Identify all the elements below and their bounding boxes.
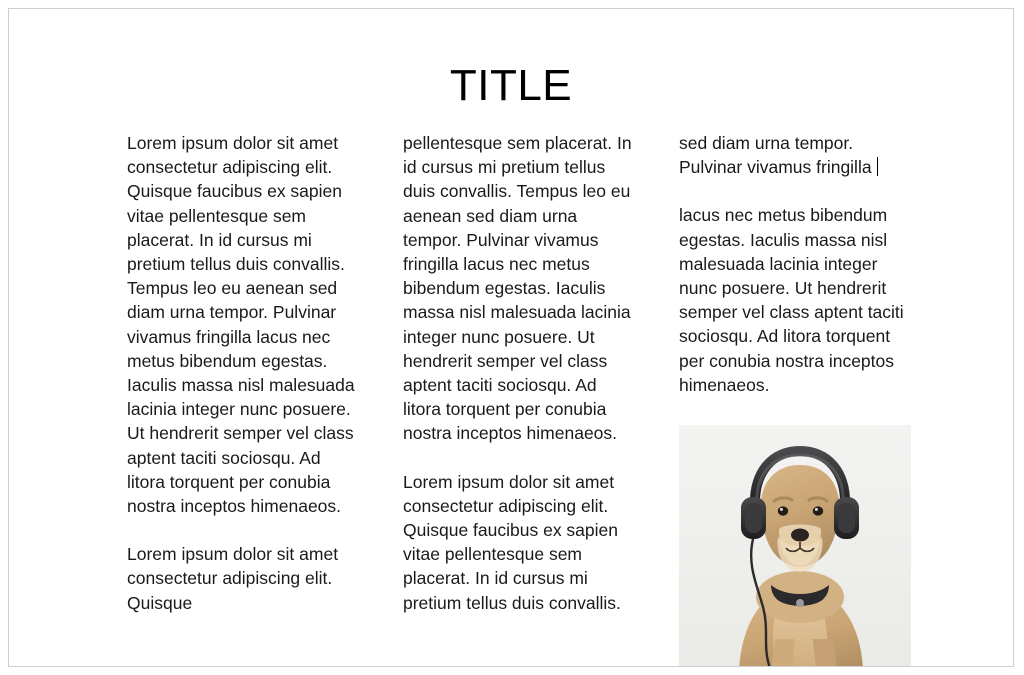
paragraph: Lorem ipsum dolor sit amet consectetur adipiscing elit. Quisque faucibus ex sapien vitae pellentesque sem placerat. In id cursus mi pretium tellus duis convallis. Tempus leo eu aenean sed diam urna tempor. Pulvinar vivamus fringilla lacus nec metus bibendum egestas. Iaculis massa nisl malesuada lacinia integer nunc posuere. Ut hendrerit semper vel class aptent taciti sociosqu. Ad litora torquent per conubia nostra inceptos himenaeos. — [127, 133, 355, 517]
paragraph-with-caret — [679, 131, 911, 179]
paragraph: Lorem ipsum dolor sit amet consectetur adipiscing elit. Quisque faucibus ex sapien vitae pellentesque sem placerat. In id cursus mi pretium tellus duis convallis. — [403, 471, 621, 613]
dog-photo-graphic — [679, 425, 911, 667]
paragraph: pellentesque sem placerat. In id cursus mi pretium tellus duis convallis. Tempus leo eu aenean sed diam urna tempor. Pulvinar vivamus fringilla lacus nec metus bibendum egestas. Iaculis massa nisl malesuada lacinia integer nunc posuere. Ut hendrerit semper vel class aptent taciti sociosqu. Ad litora torquent per conubia nostra inceptos himenaeos. — [403, 133, 632, 444]
column-1 — [127, 131, 359, 615]
paragraph: lacus nec metus bibendum egestas. Iaculis massa nisl malesuada lacinia integer nunc posuere. Ut hendrerit semper vel class aptent taciti sociosqu. Ad litora torquent per conubia nostra inceptos himenaeos. — [679, 205, 904, 395]
page-title: TITLE — [449, 61, 573, 110]
paragraph: Lorem ipsum dolor sit amet consectetur adipiscing elit. Quisque — [127, 544, 339, 613]
text-columns — [127, 131, 927, 667]
column-3 — [679, 131, 911, 667]
dog-headphones-image[interactable] — [679, 425, 911, 667]
paragraph-text: sed diam urna tempor. Pulvinar vivamus fringilla — [679, 133, 877, 178]
document-page — [8, 8, 1014, 667]
column-2 — [403, 131, 635, 615]
text-cursor — [877, 157, 878, 176]
